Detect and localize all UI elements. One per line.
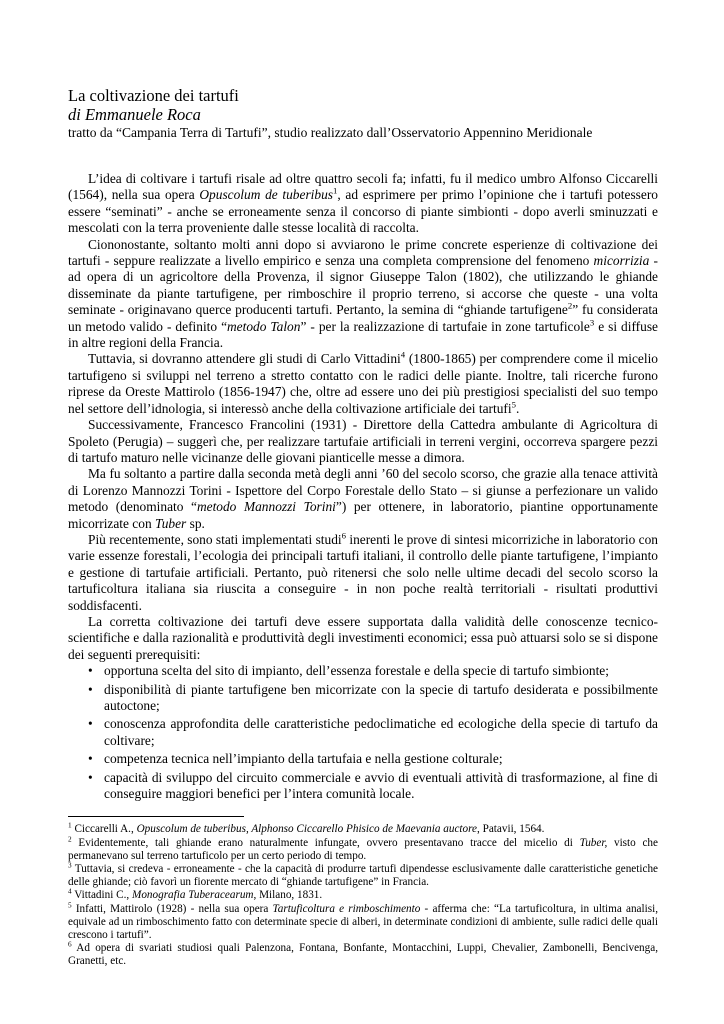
footnote-ref: 1 bbox=[332, 185, 338, 196]
text-run: ”) per ottenere, in laboratorio, piantine opportunamente micorrizate con bbox=[68, 499, 658, 531]
footnote-ref: 5 bbox=[68, 900, 72, 909]
list-item bbox=[88, 663, 658, 679]
footnote-ref: 4 bbox=[68, 887, 72, 896]
italic-text: Tuber, bbox=[579, 836, 608, 849]
footnote-ref: 2 bbox=[68, 834, 72, 843]
text-run: Infatti, Mattirolo (1928) - nella sua opera bbox=[71, 902, 273, 915]
italic-text: Opuscolum de tuberibus, Alphonso Ciccarello Phisico de Maevania auctore bbox=[136, 823, 478, 836]
text-run: Ciononostante, soltanto molti anni dopo si avviarono le prime concrete esperienze di coltivazione dei tartufi - seppure realizzate a livello empirico e senza una completa comprensione del fenomeno bbox=[68, 236, 658, 269]
italic-text: Tuber bbox=[155, 515, 187, 531]
text-run: Più recentemente, sono stati implementati studi bbox=[88, 531, 342, 547]
text-run: sp. bbox=[186, 515, 205, 531]
document-title: La coltivazione dei tartufi bbox=[68, 86, 239, 105]
italic-text: micorrizia bbox=[593, 253, 650, 269]
italic-text: Opuscolum de tuberibus bbox=[199, 187, 333, 203]
paragraph bbox=[68, 237, 658, 352]
text-run: Tuttavia, si dovranno attendere gli studi di Carlo Vittadini bbox=[88, 351, 401, 367]
text-run: Evidentemente, tali ghiande erano naturalmente infungate, ovvero presentavano tracce del micelio di bbox=[71, 836, 580, 849]
text-run: . bbox=[515, 400, 520, 416]
bullet-icon: • bbox=[88, 751, 93, 767]
list-item-text: conoscenza approfondita delle caratteristiche pedoclimatiche ed ecologiche della specie di tartufo da coltivare; bbox=[104, 716, 658, 748]
text-run: Tuttavia, si credeva - erroneamente - che la capacità di produrre tartufi dipendesse esclusivamente dalle caratteristiche genetiche delle ghiande; ciò favorì un fiorente mercato di “ghiande tartufigene” in Francia. bbox=[68, 863, 658, 889]
footnote-ref: 6 bbox=[68, 940, 72, 949]
text-run: (1800-1865) per comprendere come il micelio tartufigeno si sviluppi nel terreno a stretto contatto con le radici delle piante. Inoltre, tali ricerche furono riprese da Oreste Mattirolo (1856-1947) che, oltre ad essere uno dei più prestigiosi specialisti del suo tempo nel settore dell’idnologia, si interessò anche della coltivazione artificiale dei tartufi bbox=[68, 351, 658, 416]
footnote-separator bbox=[68, 816, 244, 817]
text-run: ” - per la realizzazione di tartufaie in zone tartuficole bbox=[300, 318, 590, 334]
footnote-ref: 6 bbox=[341, 530, 346, 541]
footnote-ref: 3 bbox=[589, 317, 595, 328]
footnote-ref: 3 bbox=[68, 861, 72, 870]
text-run: e si diffuse in altre regioni della Francia. bbox=[68, 318, 658, 351]
bullet-icon: • bbox=[88, 716, 93, 732]
text-run: , ad esprimere per primo l’opinione che i tartufi potessero essere “seminati” - anche se erroneamente senza il concorso di piante simbionti - dopo averli sminuzzati e mescolati con la terra proveniente dalle stesse località di raccolta. bbox=[68, 187, 658, 236]
list-item-text: capacità di sviluppo del circuito commerciale e avvio di eventuali attività di trasformazione, al fine di conseguire maggiori benefici per l’intera comunità locale. bbox=[104, 769, 658, 802]
list-item bbox=[88, 716, 658, 749]
text-run: inerenti le prove di sintesi micorriziche in laboratorio con varie essenze forestali, l’ecologia dei principali tartufi italiani, il controllo delle piante tartufigene, l’impianto e gestione di tartufaie artificiali. Pertanto, può ritenersi che solo nelle ultime decadi del secolo scorso la tartuficoltura italiana sia riuscita a conseguire - in non poche realtà territoriali - risultati produttivi soddisfacenti. bbox=[68, 531, 658, 613]
footnote bbox=[68, 900, 658, 943]
footnote-ref: 2 bbox=[567, 300, 573, 311]
document-source: tratto da “Campania Terra di Tartufi”, studio realizzato dall’Osservatorio Appennino Meridionale bbox=[68, 125, 593, 140]
text-run: Ad opera di svariati studiosi quali Palenzona, Fontana, Bonfante, Montacchini, Luppi, Chevalier, Zambonelli, Bencivenga, Granetti, etc. bbox=[68, 942, 658, 968]
document-body bbox=[68, 171, 658, 802]
text-run: Ma fu soltanto a partire dalla seconda metà degli anni ’60 del secolo scorso, che grazie alla tenace attività di Lorenzo Mannozzi Torini - Ispettore del Corpo Forestale dello Stato – si giunse a perfezionare un valido metodo (denominato “ bbox=[68, 466, 658, 515]
footnote-ref: 4 bbox=[400, 350, 406, 360]
italic-text: Tartuficoltura e rimboschimento bbox=[272, 902, 421, 915]
footnote bbox=[68, 889, 658, 902]
list-item bbox=[88, 751, 658, 767]
text-run: ” fu considerata un metodo valido - definito “ bbox=[68, 302, 659, 334]
text-run: - afferma che: “La tartuficoltura, in ultima analisi, equivale ad un rimboschimento fatto con determinate specie di alberi, in determinate condizioni di ambiente, sulle radici delle quali crescono i tartufi”. bbox=[68, 902, 658, 942]
paragraphs bbox=[68, 171, 658, 663]
list-item-text: opportuna scelta del sito di impianto, dell’essenza forestale e della specie di tartufo simbionte; bbox=[104, 663, 609, 679]
text-run: , Patavii, 1564. bbox=[477, 823, 545, 836]
list-item-text: disponibilità di piante tartufigene ben micorrizate con la specie di tartufo desiderata e possibilmente autoctone; bbox=[104, 681, 658, 713]
document-author: di Emmanuele Roca bbox=[68, 105, 201, 124]
list-item bbox=[88, 770, 658, 803]
paragraph bbox=[68, 351, 658, 417]
paragraph bbox=[68, 466, 658, 532]
italic-text: metodo Mannozzi Torini bbox=[196, 499, 336, 515]
paragraph bbox=[68, 532, 658, 614]
paragraph bbox=[68, 614, 658, 663]
text-run: Ciccarelli A., bbox=[71, 823, 137, 836]
footnote bbox=[68, 823, 658, 836]
bullet-icon: • bbox=[88, 769, 93, 785]
footnote bbox=[68, 863, 658, 889]
prerequisites-list bbox=[68, 663, 658, 802]
paragraph bbox=[68, 171, 658, 237]
paragraph bbox=[68, 417, 658, 466]
footnote bbox=[68, 834, 658, 863]
text-run: La corretta coltivazione dei tartufi deve essere supportata dalla validità delle conoscenze tecnico-scientifiche e dalla razionalità e produttività degli investimenti economici; essa può attuarsi solo se si dispone dei seguenti prerequisiti: bbox=[68, 613, 658, 662]
list-item bbox=[88, 682, 658, 715]
italic-text: metodo Talon bbox=[227, 318, 301, 334]
footnotes bbox=[68, 823, 658, 968]
text-run: Successivamente, Francesco Francolini (1931) - Direttore della Cattedra ambulante di Agricoltura di Spoleto (Perugia) – suggerì che, per realizzare tartufaie artificiali in terreni vergini, occorreva spargere pezzi di tartufo maturo nelle vicinanze delle giovani pianticelle messe a dimora. bbox=[68, 417, 658, 465]
italic-text: Monografia Tuberacearum bbox=[132, 889, 254, 902]
document-page bbox=[68, 86, 658, 969]
text-run: visto che permanevano sul terreno tartuficolo per un certo periodo di tempo. bbox=[68, 836, 658, 862]
footnote bbox=[68, 942, 658, 968]
footnote-ref: 5 bbox=[511, 399, 516, 410]
text-run: Vittadini C., bbox=[71, 889, 132, 902]
bullet-icon: • bbox=[88, 681, 93, 697]
footnote-ref: 1 bbox=[68, 821, 72, 830]
bullet-icon: • bbox=[88, 663, 93, 679]
text-run: L’idea di coltivare i tartufi risale ad oltre quattro secoli fa; infatti, fu il medico umbro Alfonso Ciccarelli (1564), nella sua opera bbox=[68, 171, 658, 203]
text-run: , Milano, 1831. bbox=[253, 889, 323, 902]
text-run: - ad opera di un agricoltore della Provenza, il signor Giuseppe Talon (1802), che utilizzando le ghiande disseminate da piante tartufigene, per rimboschire il proprio terreno, si accorse che queste - una volta seminate - originavano querce producenti tartufi. Pertanto, la semina di “ghiande tartufigene bbox=[68, 253, 659, 318]
list-item-text: competenza tecnica nell’impianto della tartufaia e nella gestione colturale; bbox=[104, 751, 503, 767]
